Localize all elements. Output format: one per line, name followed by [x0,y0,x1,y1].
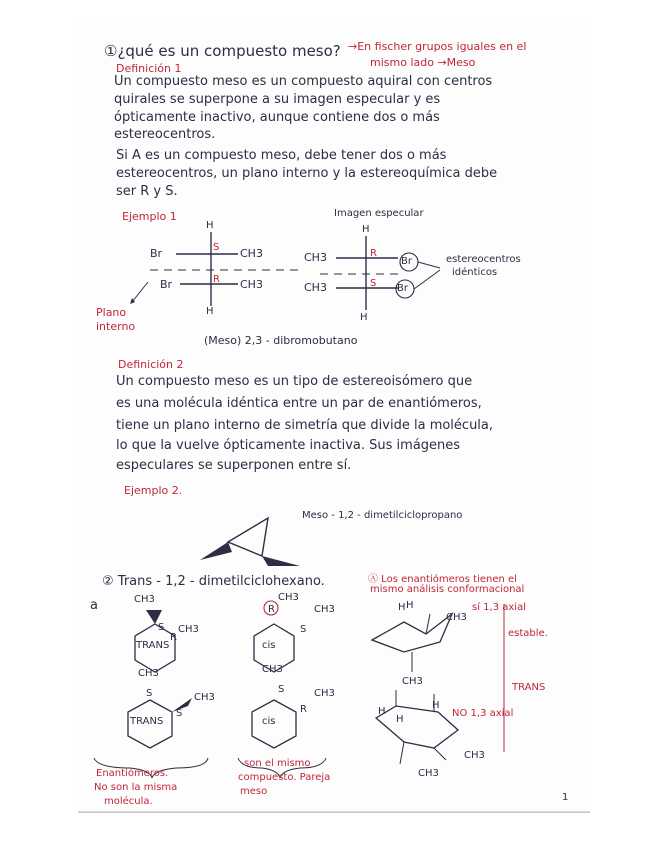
ring4-ch3b: CH3 [314,688,335,699]
chair-top-h1: H [398,602,406,613]
ring2-r: R [268,604,275,615]
ex1-left-bottom-h: H [206,306,214,317]
ring1-label: TRANS [136,640,170,651]
ring2-ch3b: CH3 [314,604,335,615]
same-line-3: meso [240,786,268,797]
plane-label-1: Plano [96,306,127,319]
ann-axial: sí 1,3 axial [472,602,526,613]
ex1-right-br2: Br [397,283,408,294]
ex1-right-ch3a: CH3 [304,251,327,264]
q2-title: ② Trans - 1,2 - dimetilciclohexano. [102,574,325,589]
ex1-right-s: S [370,278,377,289]
ex1-left-br2: Br [160,278,173,291]
ring1-s: S [158,622,165,633]
def2-label: Definición 2 [118,358,184,371]
def2-line-3: tiene un plano interno de simetría que divide la molécula, [116,418,494,433]
def2-line-4: lo que la vuelve ópticamente inactiva. Sus imágenes [116,438,461,453]
ann-trans: TRANS [512,682,546,693]
ring4-label: cis [262,716,276,727]
example1-label: Ejemplo 1 [122,210,177,223]
ring2-s: S [300,624,307,635]
ring3-ch3b: CH3 [194,692,215,703]
ex1-right-top-h: H [362,224,370,235]
def2-line-1: Un compuesto meso es un tipo de estereoisómero que [116,374,473,389]
q1-note-line1: →En fischer grupos iguales en el [348,40,527,53]
ex1-left-br1: Br [150,247,163,260]
para2-line-2: estereocentros, un plano interno y la estereoquímica debe [116,166,498,181]
q1-title: ①¿qué es un compuesto meso? [104,42,341,60]
def2-line-2: es una molécula idéntica entre un par de enantiómeros, [116,396,482,411]
def2-line-5: especulares se superponen entre sí. [116,458,352,473]
def1-line-1: Un compuesto meso es un compuesto aquiral con centros [114,74,493,89]
ex1-right-r: R [370,248,377,259]
chair-top-ch3: CH3 [446,612,467,623]
ex1-left-ch3b: CH3 [240,278,263,291]
ex1-right-bottom-h: H [360,312,368,323]
ex1-caption: (Meso) 2,3 - dibromobutano [204,334,358,347]
ex1-left-top-h: H [206,220,214,231]
ring4-r: R [300,704,307,715]
ex1-right-br1: Br [401,256,412,267]
q2-note-line2: mismo análisis conformacional [370,584,525,595]
ring3-r: S [176,708,183,719]
ann-no-axial: NO 1,3 axial [452,708,514,719]
ring4-ch3a: CH3 [262,664,283,675]
enant-line-1: Enantiómeros. [96,768,169,779]
q1-note-line2: mismo lado →Meso [370,56,476,69]
plane-label-2: interno [96,320,136,333]
ann-estable: estable. [508,628,548,639]
def1-line-4: estereocentros. [114,127,216,142]
def1-label: Definición 1 [116,62,182,75]
chair-bottom-ch3b: CH3 [418,768,439,779]
enant-line-3: molécula. [104,796,153,807]
ex1-right-ch3b: CH3 [304,281,327,294]
chair-bottom-h2: H [396,714,404,725]
def1-line-2: quirales se superpone a su imagen especular y es [114,92,441,107]
ex1-left-r: R [213,274,220,285]
page-number: 1 [562,792,569,803]
ring2-label: cis [262,640,276,651]
chair-top-ch3b: CH3 [402,676,423,687]
example2-label: Ejemplo 2. [124,484,183,497]
example2-caption: Meso - 1,2 - dimetilciclopropano [302,510,463,521]
stereo-note-1: estereocentros [446,254,521,265]
ring1-r: R [170,632,177,643]
ring3-ch3a: CH3 [138,668,159,679]
ring4-s: S [278,684,285,695]
ex1-left-s: S [213,242,220,253]
ring3-label: TRANS [130,716,164,727]
same-line-1: son el mismo [244,758,311,769]
def1-line-3: ópticamente inactivo, aunque contiene dos o más [114,110,440,125]
para2-line-3: ser R y S. [116,184,178,199]
ring3-s: S [146,688,153,699]
circle-a: a [90,598,98,613]
ring2-ch3a: CH3 [278,592,299,603]
stereo-note-2: idénticos [452,267,498,278]
ring1-ch3a: CH3 [134,594,155,605]
chair-bottom-h3: H [432,700,440,711]
ring1-ch3b: CH3 [178,624,199,635]
q2-note-line1: Ⓐ Los enantiómeros tienen el [368,574,517,585]
ex1-left-ch3a: CH3 [240,247,263,260]
para2-line-1: Si A es un compuesto meso, debe tener dos o más [116,148,447,163]
same-line-2: compuesto. Pareja [238,772,331,783]
chair-bottom-ch3: CH3 [464,750,485,761]
enant-line-2: No son la misma [94,782,178,793]
mirror-label: Imagen especular [334,208,424,219]
chair-bottom-h1: H [378,706,386,717]
chair-top-h2: H [406,600,414,611]
